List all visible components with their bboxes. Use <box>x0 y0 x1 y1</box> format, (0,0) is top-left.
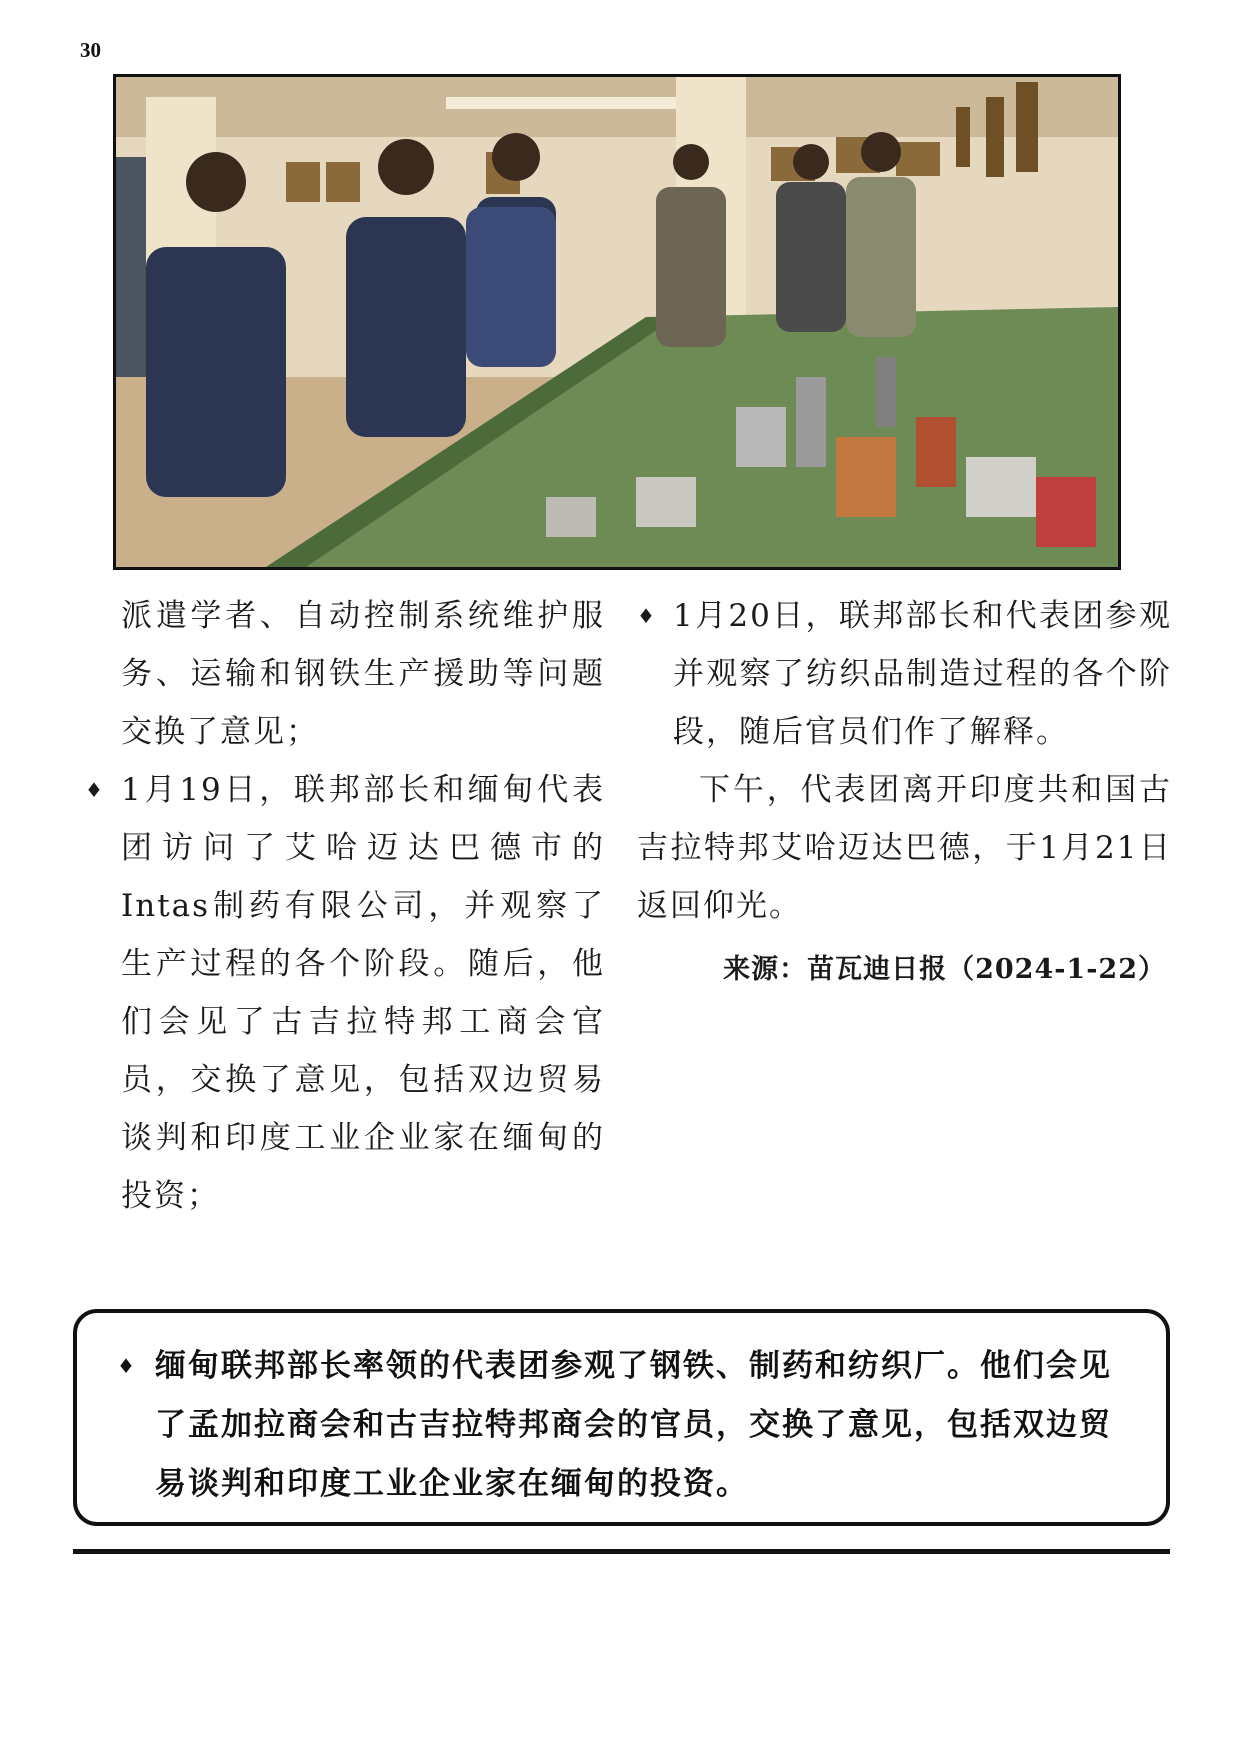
bullet-icon: ♦ <box>85 778 105 802</box>
right-column <box>637 587 1172 999</box>
right-bullet-para <box>637 587 1172 761</box>
right-para-afternoon: 下午，代表团离开印度共和国古吉拉特邦艾哈迈达巴德，于1月21日返回仰光。 <box>637 772 1172 924</box>
divider-rule <box>73 1549 1170 1554</box>
news-photo <box>113 74 1121 570</box>
left-bullet-para <box>85 761 605 1225</box>
source-line: 来源：苗瓦迪日报（2024-1-22） <box>723 954 1166 985</box>
left-column <box>85 587 605 1225</box>
right-bullet-para-text: 1月20日，联邦部长和代表团参观并观察了纺织品制造过程的各个阶段，随后官员们作了解释。 <box>673 598 1172 750</box>
photo-image <box>116 77 1118 567</box>
bullet-icon: ♦ <box>637 604 657 628</box>
bullet-icon: ♦ <box>117 1354 137 1378</box>
summary-text <box>117 1337 1134 1514</box>
page-number: 30 <box>80 38 101 62</box>
left-bullet-para-text: 1月19日，联邦部长和缅甸代表团访问了艾哈迈达巴德市的Intas制药有限公司，并观察了生产过程的各个阶段。随后，他们会见了古吉拉特邦工商会官员，交换了意见，包括双边贸易谈判和印度工业企业家在缅甸的投资； <box>121 772 605 1214</box>
left-para-continued <box>85 587 605 761</box>
left-para-continued-text: 派遣学者、自动控制系统维护服务、运输和钢铁生产援助等问题交换了意见； <box>121 598 605 750</box>
summary-box <box>73 1309 1170 1526</box>
summary-text-body: 缅甸联邦部长率领的代表团参观了钢铁、制药和纺织厂。他们会见了孟加拉商会和古吉拉特邦商会的官员，交换了意见，包括双边贸易谈判和印度工业企业家在缅甸的投资。 <box>155 1348 1112 1502</box>
